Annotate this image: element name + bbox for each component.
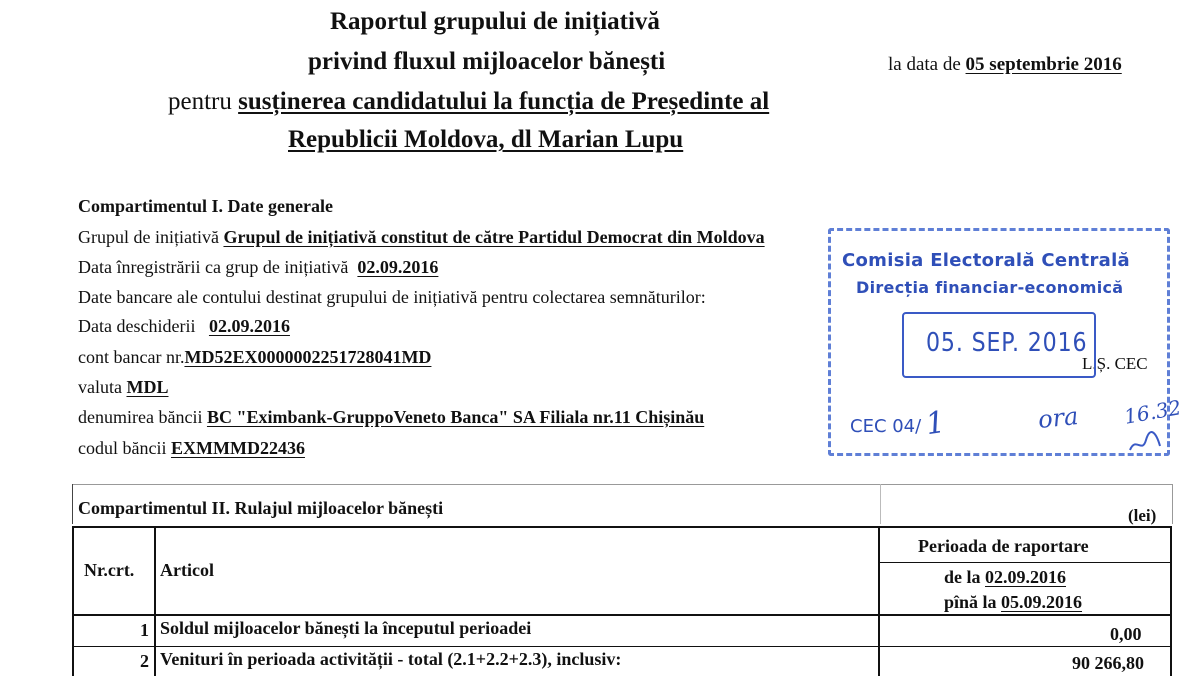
registration-row <box>78 257 438 278</box>
period-from <box>944 567 1066 588</box>
report-date-label: la data de <box>888 54 961 75</box>
row-1-article: Soldul mijloacelor bănești la începutul perioadei <box>160 618 532 638</box>
stamp-line-1: Comisia Electorală Centrală <box>842 250 1130 271</box>
report-date-value: 05 septembrie 2016 <box>965 54 1122 75</box>
period-from-value: 02.09.2016 <box>985 567 1067 587</box>
period-divider <box>878 562 1172 563</box>
row-2-article: Venituri în perioada activității - total (2.1+2.2+2.3), inclusiv: <box>160 649 622 669</box>
row1-bottom-rule <box>72 646 1172 647</box>
period-to-value: 05.09.2016 <box>1001 592 1083 612</box>
section2-right-rule <box>1172 484 1173 524</box>
currency-label: valuta <box>78 377 122 397</box>
row-1-value: 0,00 <box>1110 624 1142 644</box>
registration-label: Data înregistrării ca grup de inițiativă <box>78 257 349 277</box>
stamp-handwritten-time: 16.32 <box>1122 395 1183 429</box>
group-label: Grupul de inițiativă <box>78 227 219 247</box>
stamp-handwritten-number: 1 <box>923 404 948 443</box>
bank-name-value: BC "Eximbank-GruppoVeneto Banca" SA Filiala nr.11 Chișinău <box>206 407 705 427</box>
section2-mid-rule <box>880 484 881 524</box>
row-1-nr: 1 <box>140 620 149 640</box>
registration-value: 02.09.2016 <box>357 257 439 277</box>
section2-heading: Compartimentul II. Rulajul mijloacelor bănești <box>78 498 444 518</box>
unit-label: (lei) <box>1128 506 1157 525</box>
period-to <box>944 592 1082 613</box>
bank-code-row <box>78 438 305 459</box>
account-value: MD52EX0000002251728041MD <box>184 347 432 367</box>
title-line-4: Republicii Moldova, dl Marian Lupu <box>288 126 684 153</box>
title-line-1: Raportul grupului de inițiativă <box>330 8 660 35</box>
title-line-2: privind fluxul mijloacelor bănești <box>308 48 666 75</box>
report-date <box>888 54 1122 76</box>
bank-name-label: denumirea băncii <box>78 407 203 427</box>
section1-heading: Compartimentul I. Date generale <box>78 196 333 216</box>
currency-value: MDL <box>126 377 169 397</box>
stamp-handwritten-ora: ora <box>1036 401 1080 435</box>
col-divider-1 <box>154 526 156 676</box>
col-divider-2 <box>878 526 880 676</box>
period-from-label: de la <box>944 567 981 587</box>
group-row <box>78 227 765 248</box>
row-2-nr: 2 <box>140 651 149 671</box>
period-to-label: pînă la <box>944 592 997 612</box>
group-value: Grupul de inițiativă constitut de către Partidul Democrat din Moldova <box>223 227 765 247</box>
section2-top-rule <box>72 484 1172 485</box>
ls-cec: L.Ș. CEC <box>1082 354 1148 373</box>
bank-code-label: codul băncii <box>78 438 167 458</box>
bank-name-row <box>78 407 704 428</box>
col-nr-header: Nr.crt. <box>84 560 135 580</box>
col-period-header: Perioada de raportare <box>918 536 1089 556</box>
account-row <box>78 347 431 368</box>
row-2-value: 90 266,80 <box>1072 653 1144 673</box>
header-bottom-rule <box>72 614 1172 616</box>
title-line-3-main: susținerea candidatului la funcția de Președinte al <box>238 88 770 115</box>
open-date-value: 02.09.2016 <box>208 316 290 336</box>
signature-icon <box>1128 428 1162 456</box>
section2-left-rule <box>72 484 73 524</box>
title-line-3 <box>168 88 769 116</box>
stamp-line-2: Direcția financiar-economică <box>856 278 1124 297</box>
open-date-row <box>78 316 290 337</box>
cec-stamp <box>828 228 1183 456</box>
bank-data-label: Date bancare ale contului destinat grupului de inițiativă pentru colectarea semnăturilor: <box>78 287 706 307</box>
open-date-label: Data deschiderii <box>78 316 196 336</box>
col-article-header: Articol <box>160 560 214 580</box>
stamp-code: CEC 04/ <box>850 416 922 437</box>
stamp-date: 05. SEP. 2016 <box>926 328 1088 358</box>
bank-code-value: EXMMMD22436 <box>170 438 305 458</box>
account-label: cont bancar nr. <box>78 347 185 367</box>
currency-row <box>78 377 168 398</box>
title-line-3-prefix: pentru <box>168 88 232 115</box>
